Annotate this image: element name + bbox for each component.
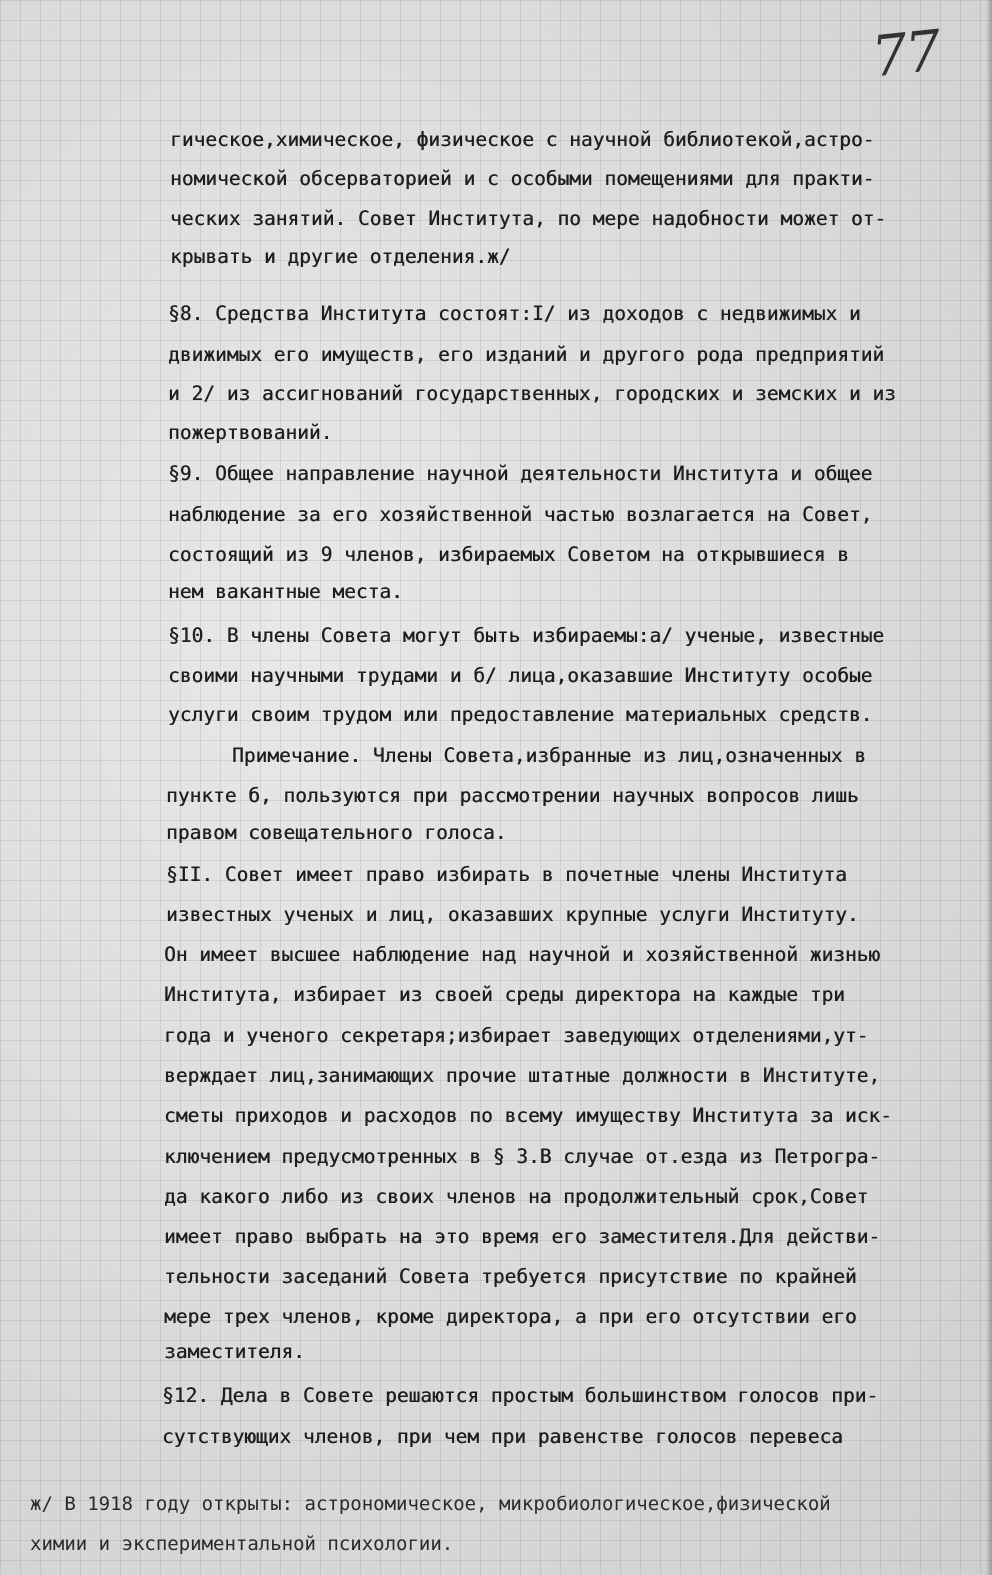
text-line: сутствующих членов, при чем при равенстве голосов перевеса: [162, 1425, 843, 1448]
text-line: §10. В члены Совета могут быть избираемы:а/ ученые, известные: [168, 624, 885, 647]
text-line: пункте б, пользуются при рассмотрении научных вопросов лишь: [166, 784, 859, 807]
text-line: имеет право выбрать на это время его заместителя.Для действи-: [164, 1225, 881, 1248]
text-line: ческих занятий. Совет Института, по мере надобности может от-: [170, 207, 887, 230]
text-line: известных ученых и лиц, оказавших крупные услуги Институту.: [166, 903, 859, 926]
page-edge-shadow: [986, 0, 992, 1575]
text-line: нем вакантные места.: [168, 580, 403, 603]
text-line: тельности заседаний Совета требуется присутствие по крайней: [164, 1265, 857, 1288]
text-line: своими научными трудами и б/ лица,оказавшие Институту особые: [168, 664, 873, 687]
text-line: наблюдение за его хозяйственной частью возлагается на Совет,: [168, 503, 873, 526]
text-line: и 2/ из ассигнований государственных, городских и земских и из: [168, 382, 896, 405]
text-line: правом совещательного голоса.: [166, 821, 507, 844]
text-line: гическое,химическое, физическое с научной библиотекой,астро-: [170, 128, 875, 151]
text-line: услуги своим трудом или предоставление материальных средств.: [168, 703, 873, 726]
page-number: 77: [868, 18, 943, 91]
text-line: пожертвований.: [168, 421, 333, 444]
text-line: §II. Совет имеет право избирать в почетные члены Института: [166, 863, 847, 886]
text-line: номической обсерваторией и с особыми помещениями для практи-: [170, 167, 875, 190]
text-line: верждает лиц,занимающих прочие штатные должности в Институте,: [164, 1064, 881, 1087]
text-line: Примечание. Члены Совета,избранные из лиц,означенных в: [232, 744, 866, 767]
text-line: сметы приходов и расходов по всему имуществу Института за иск-: [164, 1104, 892, 1127]
text-line: ключением предусмотренных в § 3.В случае от.езда из Петрогра-: [164, 1145, 881, 1168]
text-line: заместителя.: [164, 1340, 305, 1363]
text-line: §9. Общее направление научной деятельности Института и общее: [168, 462, 873, 485]
text-line: года и ученого секретаря;избирает заведующих отделениями,ут-: [164, 1024, 869, 1047]
text-line: §8. Средства Института состоят:I/ из доходов с недвижимых и: [168, 302, 861, 325]
text-line: мере трех членов, кроме директора, а при его отсутствии его: [164, 1305, 857, 1328]
text-line: состоящий из 9 членов, избираемых Советом на открывшиеся в: [168, 543, 849, 566]
text-line: да какого либо из своих членов на продолжительный срок,Совет: [164, 1185, 869, 1208]
text-line: Он имеет высшее наблюдение над научной и хозяйственной жизнью: [164, 943, 881, 966]
footnote-line: ж/ В 1918 году открыты: астрономическое, микробиологическое,физической: [30, 1493, 831, 1515]
text-line: §12. Дела в Совете решаются простым большинством голосов при-: [162, 1384, 879, 1407]
text-line: движимых его имуществ, его изданий и другого рода предприятий: [168, 343, 885, 366]
footnote-line: химии и экспериментальной психологии.: [30, 1533, 454, 1555]
text-line: крывать и другие отделения.ж/: [170, 245, 511, 268]
text-line: Института, избирает из своей среды директора на каждые три: [164, 983, 845, 1006]
